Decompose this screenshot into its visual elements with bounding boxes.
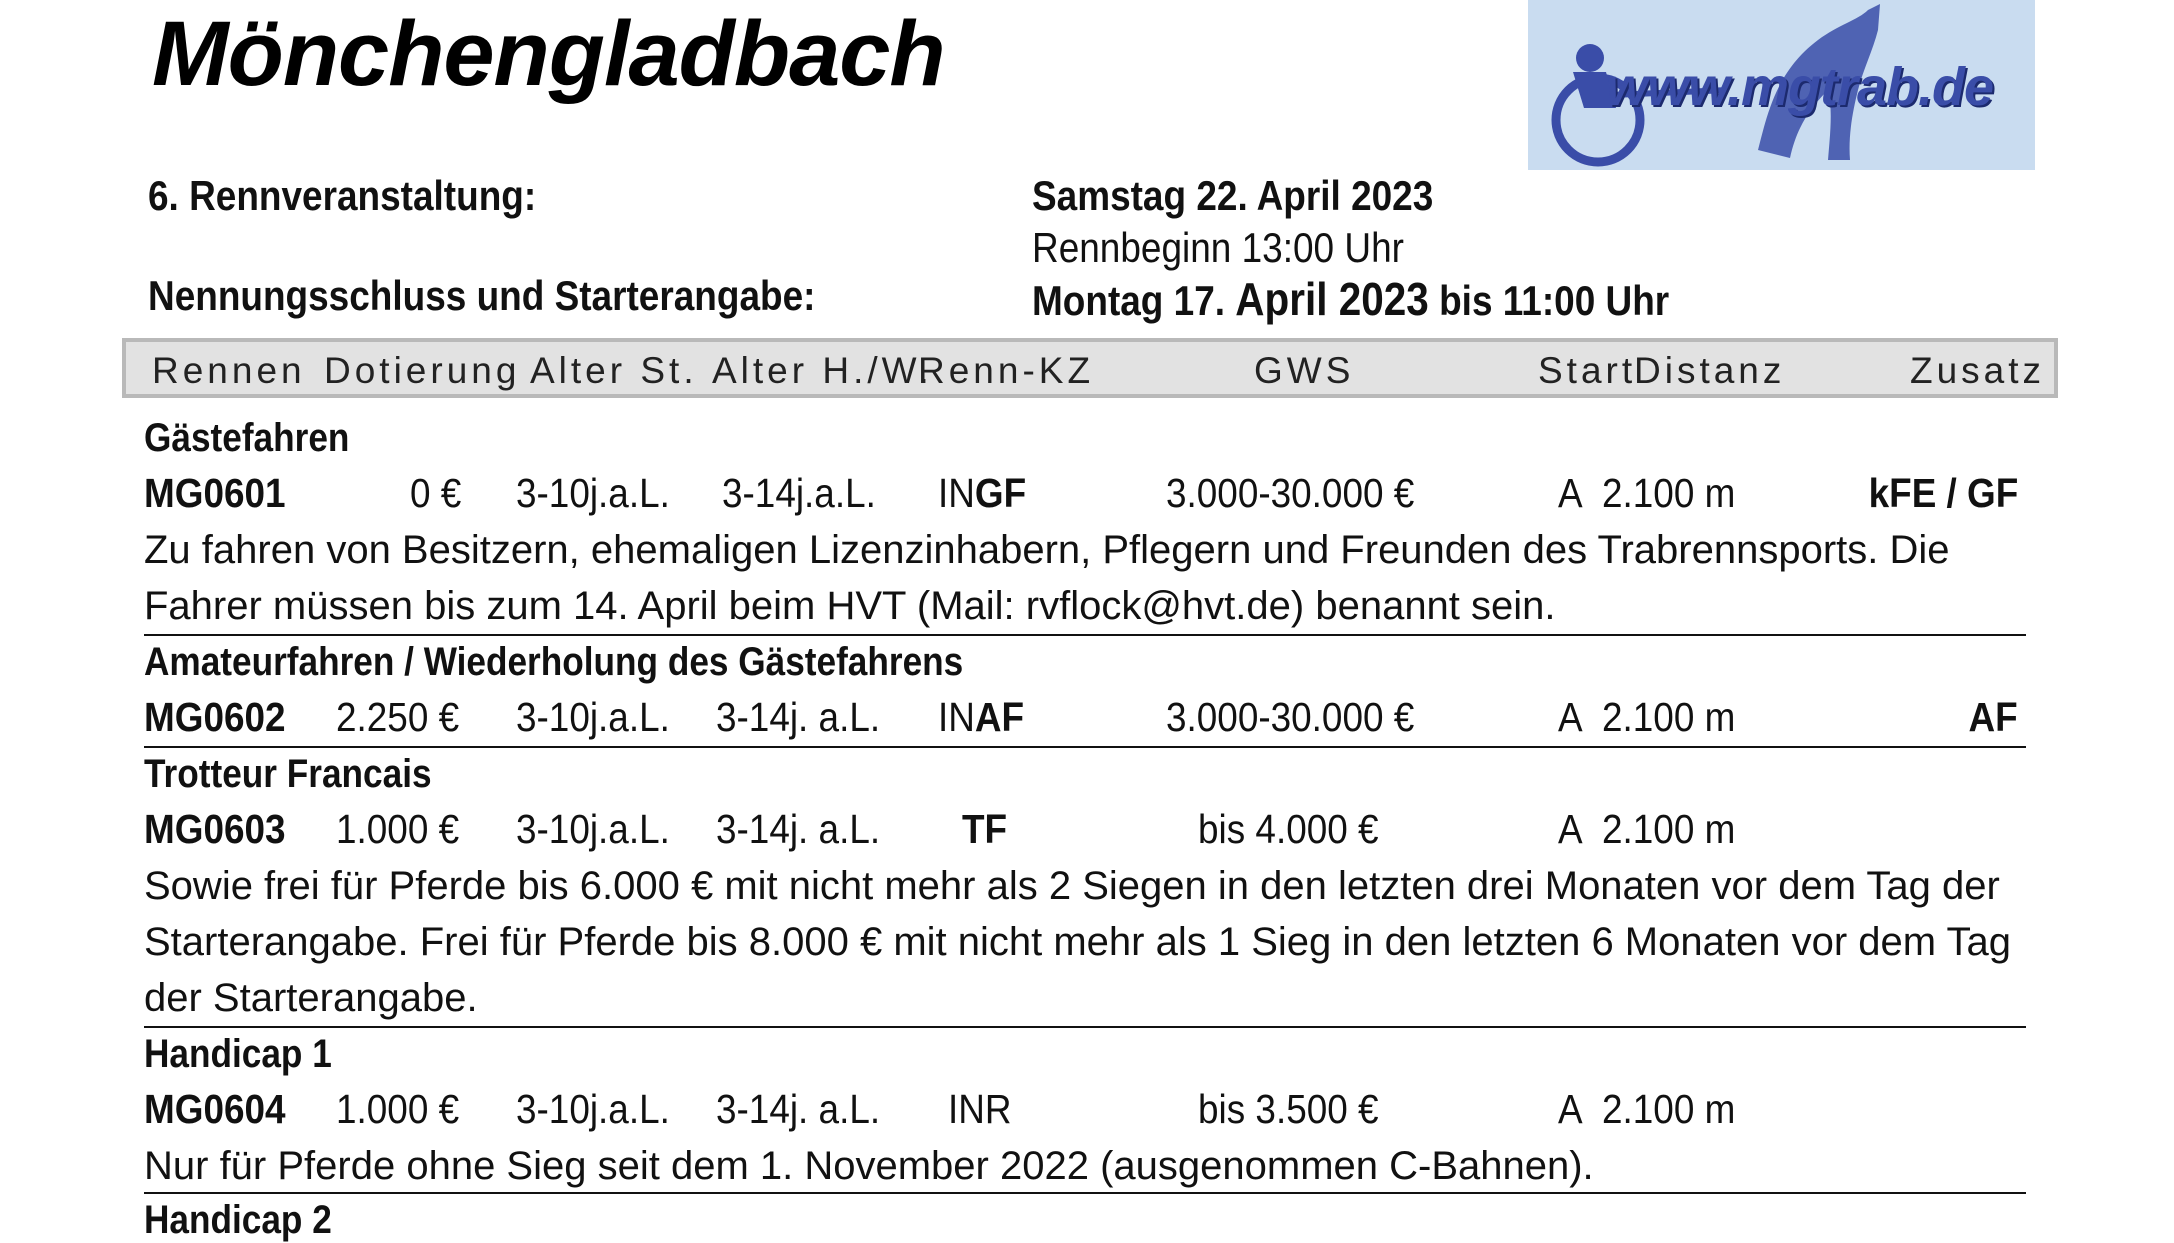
race-divider	[144, 634, 2026, 636]
race-age-st: 3-10j.a.L.	[516, 470, 670, 516]
race-id: MG0602	[144, 694, 286, 740]
event-start-time: Rennbeginn 13:00 Uhr	[1032, 224, 1404, 271]
race-id: MG0603	[144, 806, 286, 852]
race-kz-code: AF	[974, 694, 1025, 740]
race-id: MG0601	[144, 470, 286, 516]
column-header-bar	[122, 338, 2058, 398]
race-kz-code: TF	[962, 806, 1008, 852]
race-age-st: 3-10j.a.L.	[516, 694, 670, 740]
race-description: Sowie frei für Pferde bis 6.000 € mit nicht mehr als 2 Siegen in den letzten drei Monaten vor dem Tag der Starterangabe. Frei für Pferde bis 8.000 € mit nicht mehr als 1 Sieg in den letzten 6 Monaten vor dem Tag der Starterangabe.	[144, 864, 2011, 1020]
race-age-st: 3-10j.a.L.	[516, 1086, 670, 1132]
race-age-hw: 3-14j. a.L.	[716, 1086, 881, 1132]
race-start: A	[1558, 806, 1583, 852]
race-prize: 2.250 €	[336, 694, 460, 740]
race-prize: 1.000 €	[336, 806, 460, 852]
race-distance: 2.100 m	[1602, 694, 1736, 740]
col-rennen: Rennen	[152, 350, 306, 391]
logo-url-text: www.mgtrab.de	[1606, 57, 1994, 117]
race-divider	[144, 1192, 2026, 1194]
race-age-hw: 3-14j.a.L.	[722, 470, 876, 516]
race-start: A	[1558, 1086, 1583, 1132]
race-prize: 1.000 €	[336, 1086, 460, 1132]
race-kz	[962, 806, 1007, 853]
col-gws: GWS	[1254, 350, 1355, 391]
race-name: Trotteur Francais	[144, 752, 432, 796]
race-kz	[948, 1086, 1012, 1133]
deadline-month: April 2023	[1235, 273, 1429, 325]
race-id: MG0604	[144, 1086, 286, 1132]
race-kz-prefix: INR	[948, 1086, 1012, 1132]
deadline-label: Nennungsschluss und Starterangabe:	[148, 272, 816, 319]
race-prize: 0 €	[410, 470, 462, 516]
race-extra: kFE / GF	[1868, 470, 2018, 516]
col-alter-st: Alter St.	[530, 350, 698, 391]
col-dotierung: Dotierung	[324, 350, 521, 391]
event-label: 6. Rennveranstaltung:	[148, 172, 537, 219]
race-gws: 3.000-30.000 €	[1166, 694, 1415, 740]
race-start: A	[1558, 470, 1583, 516]
race-extra: AF	[1968, 694, 2018, 740]
event-date: Samstag 22. April 2023	[1032, 172, 1434, 219]
race-name: Handicap 1	[144, 1032, 332, 1076]
mgtrab-logo[interactable]	[1528, 0, 2035, 170]
race-age-st: 3-10j.a.L.	[516, 806, 670, 852]
race-gws: 3.000-30.000 €	[1166, 470, 1415, 516]
race-start: A	[1558, 694, 1583, 740]
col-zusatz: Zusatz	[1910, 350, 2046, 391]
race-distance: 2.100 m	[1602, 806, 1736, 852]
race-name: Gästefahren	[144, 416, 350, 460]
race-distance: 2.100 m	[1602, 470, 1736, 516]
race-age-hw: 3-14j. a.L.	[716, 694, 881, 740]
race-description: Nur für Pferde ohne Sieg seit dem 1. November 2022 (ausgenommen C-Bahnen).	[144, 1144, 1594, 1188]
race-age-hw: 3-14j. a.L.	[716, 806, 881, 852]
race-kz	[938, 694, 1024, 741]
col-renn-kz: Renn-KZ	[918, 350, 1095, 391]
race-kz-prefix: IN	[938, 694, 975, 740]
deadline-value	[1032, 272, 1669, 326]
race-kz	[938, 470, 1026, 517]
race-divider	[144, 746, 2026, 748]
col-alter-hw: Alter H./W.	[712, 350, 933, 391]
race-description: Zu fahren von Besitzern, ehemaligen Lizenzinhabern, Pflegern und Freunden des Trabrennsports. Die Fahrer müssen bis zum 14. April beim HVT (Mail: rvflock@hvt.de) benannt sein.	[144, 528, 1950, 628]
race-kz-code: GF	[974, 470, 1027, 516]
race-gws: bis 4.000 €	[1198, 806, 1379, 852]
race-gws: bis 3.500 €	[1198, 1086, 1379, 1132]
race-distance: 2.100 m	[1602, 1086, 1736, 1132]
race-kz-prefix: IN	[938, 470, 975, 516]
race-name: Amateurfahren / Wiederholung des Gästefahrens	[144, 640, 964, 684]
page-title: Mönchengladbach	[152, 3, 945, 105]
race-name: Handicap 2	[144, 1198, 332, 1242]
deadline-time: bis 11:00 Uhr	[1439, 277, 1670, 324]
deadline-day: Montag 17.	[1032, 277, 1226, 324]
col-distanz: Distanz	[1634, 350, 1786, 391]
race-divider	[144, 1026, 2026, 1028]
col-start: Start	[1538, 350, 1637, 391]
